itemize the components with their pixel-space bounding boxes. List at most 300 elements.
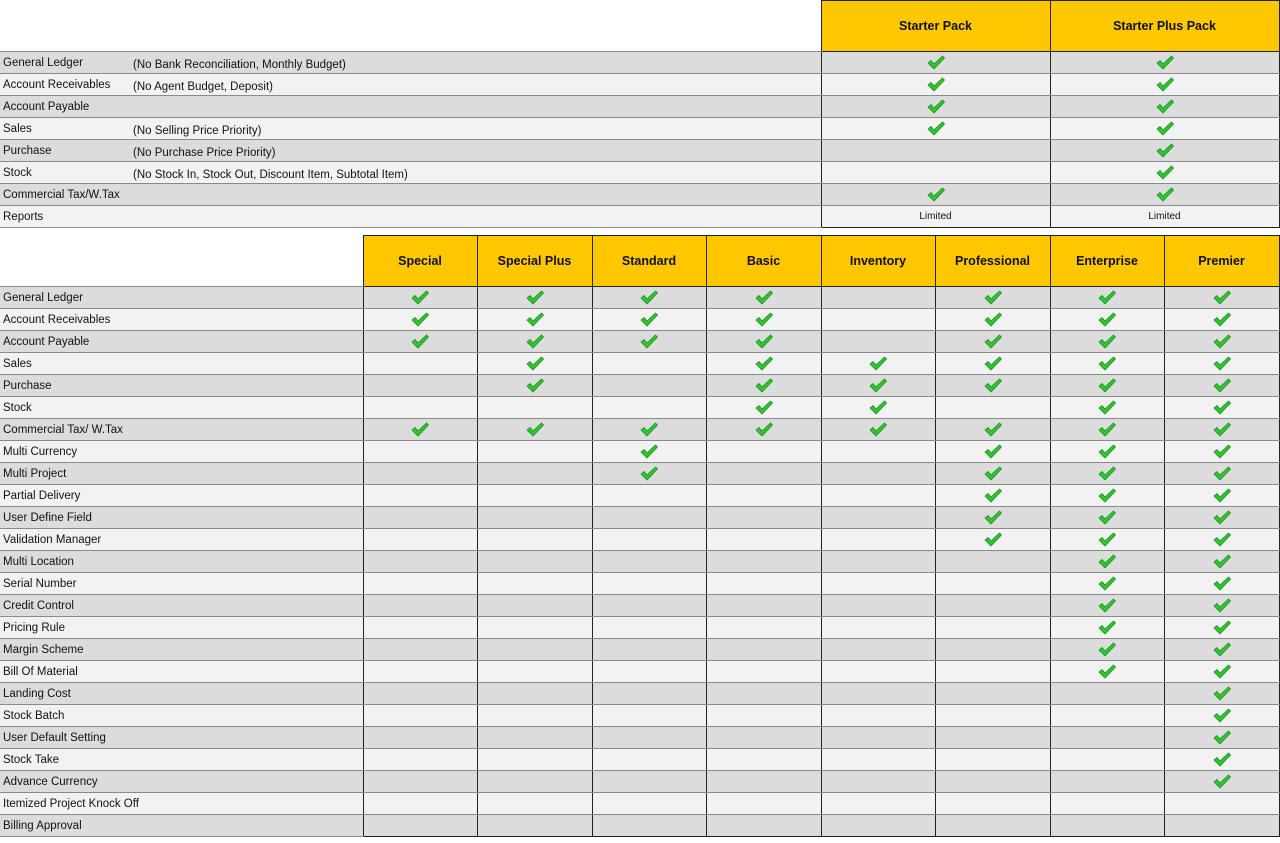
checkmark-icon: [1213, 290, 1231, 305]
plan-cell: [706, 639, 821, 661]
checkmark-icon: [1213, 554, 1231, 569]
feature-name: Credit Control: [0, 595, 363, 617]
plan-cell: [706, 331, 821, 353]
feature-note: (No Purchase Price Priority): [133, 140, 821, 162]
plan-cell: [935, 551, 1050, 573]
feature-name: Pricing Rule: [0, 617, 363, 639]
feature-name: Validation Manager: [0, 529, 363, 551]
table-row: [0, 705, 1279, 727]
plan-cell: [363, 639, 477, 661]
checkmark-icon: [984, 356, 1002, 371]
feature-name: Account Receivables: [0, 74, 133, 96]
plan-cell: [935, 485, 1050, 507]
plan-cell: [1050, 375, 1164, 397]
plan-cell-text: Limited: [1050, 206, 1279, 228]
plan-cell: [363, 419, 477, 441]
plan-header: Special Plus: [477, 236, 592, 287]
plan-cell: [1164, 551, 1279, 573]
plan-cell: [935, 507, 1050, 529]
checkmark-icon: [526, 290, 544, 305]
plan-cell: [1050, 617, 1164, 639]
checkmark-icon: [755, 334, 773, 349]
plan-cell: [592, 441, 706, 463]
plan-cell: [821, 551, 935, 573]
feature-name: Commercial Tax/W.Tax: [0, 184, 133, 206]
plan-cell: [477, 331, 592, 353]
plan-cell: [706, 309, 821, 331]
checkmark-icon: [927, 55, 945, 70]
plan-cell: [706, 793, 821, 815]
plan-cell: [1164, 419, 1279, 441]
plan-cell: [935, 331, 1050, 353]
plan-cell: [592, 485, 706, 507]
plan-cell: [821, 162, 1050, 184]
checkmark-icon: [526, 356, 544, 371]
checkmark-icon: [1213, 422, 1231, 437]
plan-cell: [1164, 309, 1279, 331]
checkmark-icon: [1213, 730, 1231, 745]
plan-cell: [477, 529, 592, 551]
plan-cell: [1050, 815, 1164, 837]
plan-cell: [1050, 529, 1164, 551]
checkmark-icon: [1098, 532, 1116, 547]
checkmark-icon: [640, 312, 658, 327]
table-row: [0, 96, 1279, 118]
table-row: [0, 749, 1279, 771]
plan-cell: [821, 771, 935, 793]
checkmark-icon: [1156, 187, 1174, 202]
table-row: [0, 52, 1279, 74]
table-row: [0, 287, 1279, 309]
plan-cell: [477, 551, 592, 573]
plan-cell: [821, 397, 935, 419]
checkmark-icon: [869, 378, 887, 393]
checkmark-icon: [1156, 143, 1174, 158]
feature-name: Sales: [0, 118, 133, 140]
checkmark-icon: [1213, 598, 1231, 613]
feature-name: Reports: [0, 206, 133, 228]
plan-cell: [592, 353, 706, 375]
table-row: [0, 441, 1279, 463]
plan-cell: [592, 463, 706, 485]
checkmark-icon: [1156, 121, 1174, 136]
plan-header: Professional: [935, 236, 1050, 287]
plan-cell: [935, 419, 1050, 441]
checkmark-icon: [1098, 554, 1116, 569]
plan-cell: [477, 771, 592, 793]
checkmark-icon: [640, 422, 658, 437]
checkmark-icon: [1213, 532, 1231, 547]
checkmark-icon: [411, 312, 429, 327]
plan-cell: [363, 397, 477, 419]
feature-name: Billing Approval: [0, 815, 363, 837]
plan-header: Basic: [706, 236, 821, 287]
feature-name: Multi Project: [0, 463, 363, 485]
table-row: [0, 639, 1279, 661]
plan-cell: [1164, 793, 1279, 815]
checkmark-icon: [927, 77, 945, 92]
plan-cell: [935, 441, 1050, 463]
plan-cell: [821, 595, 935, 617]
plan-cell: [477, 287, 592, 309]
plan-cell: [363, 353, 477, 375]
plan-cell: [477, 441, 592, 463]
plan-cell: [477, 727, 592, 749]
checkmark-icon: [1098, 466, 1116, 481]
plan-cell: [592, 529, 706, 551]
table-row: [0, 529, 1279, 551]
checkmark-icon: [1213, 510, 1231, 525]
plan-cell: [706, 287, 821, 309]
plan-cell: [592, 375, 706, 397]
plan-cell: [1164, 331, 1279, 353]
checkmark-icon: [1098, 510, 1116, 525]
plan-cell: [592, 595, 706, 617]
feature-name: Stock: [0, 162, 133, 184]
checkmark-icon: [755, 422, 773, 437]
feature-name: Account Payable: [0, 96, 133, 118]
plan-cell: [821, 118, 1050, 140]
plan-cell: [706, 749, 821, 771]
feature-name: User Default Setting: [0, 727, 363, 749]
plan-cell: [592, 551, 706, 573]
checkmark-icon: [1098, 356, 1116, 371]
feature-name: General Ledger: [0, 287, 363, 309]
plan-cell: [592, 661, 706, 683]
table-row: [0, 793, 1279, 815]
plan-cell: [477, 463, 592, 485]
plan-cell: [821, 375, 935, 397]
plan-cell: [592, 309, 706, 331]
checkmark-icon: [526, 422, 544, 437]
plan-cell: [592, 287, 706, 309]
plan-cell: [592, 419, 706, 441]
checkmark-icon: [1156, 55, 1174, 70]
feature-name: Margin Scheme: [0, 639, 363, 661]
header-row: [0, 1, 1279, 52]
feature-note: (No Agent Budget, Deposit): [133, 74, 821, 96]
table-row: [0, 375, 1279, 397]
checkmark-icon: [1156, 165, 1174, 180]
plan-cell: [821, 74, 1050, 96]
plan-cell: [363, 507, 477, 529]
plan-cell: [363, 441, 477, 463]
checkmark-icon: [755, 400, 773, 415]
plan-cell: [1050, 771, 1164, 793]
checkmark-icon: [1098, 488, 1116, 503]
feature-name: Advance Currency: [0, 771, 363, 793]
checkmark-icon: [1098, 334, 1116, 349]
plan-cell: [821, 793, 935, 815]
plan-cell: [363, 331, 477, 353]
feature-name: Stock: [0, 397, 363, 419]
plan-cell: [363, 485, 477, 507]
table-row: [0, 206, 1279, 228]
plan-cell: [477, 661, 592, 683]
plan-cell: [935, 309, 1050, 331]
plan-cell: [1050, 507, 1164, 529]
plan-cell: [935, 463, 1050, 485]
plan-cell: [1164, 727, 1279, 749]
plan-header: Premier: [1164, 236, 1279, 287]
plan-cell: [1164, 815, 1279, 837]
feature-name: Stock Take: [0, 749, 363, 771]
plan-cell: [935, 705, 1050, 727]
plan-cell: [1050, 419, 1164, 441]
plan-cell: [477, 793, 592, 815]
plan-cell: [363, 771, 477, 793]
plan-cell: [821, 184, 1050, 206]
checkmark-icon: [526, 312, 544, 327]
checkmark-icon: [927, 121, 945, 136]
checkmark-icon: [984, 290, 1002, 305]
plan-cell: [821, 617, 935, 639]
plan-cell: [706, 375, 821, 397]
plan-cell: [821, 529, 935, 551]
plan-cell: [1050, 749, 1164, 771]
checkmark-icon: [640, 290, 658, 305]
table-row: [0, 771, 1279, 793]
plan-cell: [592, 705, 706, 727]
plan-cell: [363, 727, 477, 749]
table-row: [0, 551, 1279, 573]
plan-cell: [1164, 441, 1279, 463]
feature-name: Itemized Project Knock Off: [0, 793, 363, 815]
plan-cell: [935, 771, 1050, 793]
plan-cell: [1164, 573, 1279, 595]
plan-cell: [1050, 485, 1164, 507]
plan-cell: [821, 485, 935, 507]
plan-cell: [821, 331, 935, 353]
checkmark-icon: [526, 334, 544, 349]
plan-cell: [935, 573, 1050, 595]
checkmark-icon: [526, 378, 544, 393]
plan-cell: [935, 595, 1050, 617]
feature-note: [133, 206, 821, 228]
checkmark-icon: [1213, 334, 1231, 349]
checkmark-icon: [984, 444, 1002, 459]
checkmark-icon: [1213, 356, 1231, 371]
header-blank: [0, 236, 363, 287]
plan-cell: [706, 661, 821, 683]
plan-cell: [592, 573, 706, 595]
plan-cell: [1050, 573, 1164, 595]
edition-comparison-table: [0, 235, 1280, 837]
checkmark-icon: [984, 378, 1002, 393]
table-row: [0, 463, 1279, 485]
plan-cell: [477, 815, 592, 837]
table-row: [0, 140, 1279, 162]
plan-cell: [1164, 397, 1279, 419]
plan-cell: [363, 749, 477, 771]
plan-cell: [821, 52, 1050, 74]
table-row: [0, 727, 1279, 749]
plan-header: Special: [363, 236, 477, 287]
plan-cell: [1164, 749, 1279, 771]
checkmark-icon: [869, 400, 887, 415]
checkmark-icon: [1213, 378, 1231, 393]
plan-cell: [821, 287, 935, 309]
plan-cell: [1050, 52, 1279, 74]
checkmark-icon: [1213, 312, 1231, 327]
checkmark-icon: [984, 532, 1002, 547]
table-row: [0, 162, 1279, 184]
plan-cell: [706, 573, 821, 595]
plan-cell: [706, 485, 821, 507]
plan-cell: [363, 529, 477, 551]
plan-header: Standard: [592, 236, 706, 287]
plan-cell: [1050, 331, 1164, 353]
table-row: [0, 184, 1279, 206]
checkmark-icon: [869, 356, 887, 371]
plan-cell: [935, 397, 1050, 419]
plan-cell: [935, 749, 1050, 771]
checkmark-icon: [411, 290, 429, 305]
plan-header: Inventory: [821, 236, 935, 287]
plan-cell: [477, 573, 592, 595]
plan-cell: [1164, 639, 1279, 661]
plan-cell: [592, 639, 706, 661]
plan-cell: [706, 683, 821, 705]
plan-cell: [706, 441, 821, 463]
plan-cell: [1050, 140, 1279, 162]
plan-cell: [363, 573, 477, 595]
plan-cell: [1164, 595, 1279, 617]
table-row: [0, 683, 1279, 705]
table-row: [0, 485, 1279, 507]
plan-cell: [706, 551, 821, 573]
checkmark-icon: [1098, 312, 1116, 327]
checkmark-icon: [1213, 488, 1231, 503]
plan-cell: [935, 353, 1050, 375]
plan-cell: [706, 595, 821, 617]
checkmark-icon: [1098, 290, 1116, 305]
checkmark-icon: [755, 290, 773, 305]
feature-name: Account Payable: [0, 331, 363, 353]
checkmark-icon: [984, 488, 1002, 503]
feature-name: Account Receivables: [0, 309, 363, 331]
feature-note: (No Bank Reconciliation, Monthly Budget): [133, 52, 821, 74]
table-row: [0, 353, 1279, 375]
plan-cell: [363, 551, 477, 573]
plan-cell: [821, 749, 935, 771]
checkmark-icon: [927, 187, 945, 202]
plan-cell: [935, 287, 1050, 309]
checkmark-icon: [411, 334, 429, 349]
checkmark-icon: [1098, 576, 1116, 591]
plan-cell: [592, 507, 706, 529]
plan-cell: [1164, 287, 1279, 309]
checkmark-icon: [1098, 444, 1116, 459]
plan-cell: [1050, 397, 1164, 419]
plan-cell: [821, 96, 1050, 118]
table-row: [0, 661, 1279, 683]
plan-cell: [363, 815, 477, 837]
plan-cell: [821, 683, 935, 705]
checkmark-icon: [1098, 378, 1116, 393]
plan-cell: [477, 309, 592, 331]
plan-cell: [1164, 463, 1279, 485]
plan-cell: [1164, 661, 1279, 683]
checkmark-icon: [1098, 400, 1116, 415]
plan-cell: [1050, 683, 1164, 705]
checkmark-icon: [411, 422, 429, 437]
plan-cell: [706, 529, 821, 551]
plan-cell: [592, 749, 706, 771]
checkmark-icon: [640, 444, 658, 459]
table-row: [0, 617, 1279, 639]
checkmark-icon: [984, 466, 1002, 481]
plan-cell: [477, 419, 592, 441]
header-blank: [0, 1, 133, 52]
plan-cell: [706, 617, 821, 639]
plan-cell: [821, 573, 935, 595]
checkmark-icon: [1213, 642, 1231, 657]
plan-cell: [363, 661, 477, 683]
plan-cell: [935, 639, 1050, 661]
plan-cell: [935, 793, 1050, 815]
plan-cell: [821, 309, 935, 331]
plan-cell: [935, 815, 1050, 837]
plan-cell: [821, 727, 935, 749]
plan-cell: [1164, 375, 1279, 397]
table-row: [0, 331, 1279, 353]
checkmark-icon: [869, 422, 887, 437]
plan-cell: [706, 507, 821, 529]
plan-cell: [706, 705, 821, 727]
checkmark-icon: [1213, 664, 1231, 679]
plan-cell: [477, 595, 592, 617]
table-row: [0, 595, 1279, 617]
checkmark-icon: [1213, 686, 1231, 701]
plan-cell: [706, 463, 821, 485]
plan-cell: [592, 771, 706, 793]
plan-cell: [363, 595, 477, 617]
plan-cell: [821, 419, 935, 441]
plan-cell: [821, 815, 935, 837]
plan-cell: [1050, 287, 1164, 309]
feature-name: Sales: [0, 353, 363, 375]
plan-cell: [706, 419, 821, 441]
plan-cell: [363, 309, 477, 331]
plan-header: Enterprise: [1050, 236, 1164, 287]
plan-cell: [477, 705, 592, 727]
plan-cell: [1050, 309, 1164, 331]
table-row: [0, 507, 1279, 529]
feature-name: Multi Currency: [0, 441, 363, 463]
plan-cell: [1050, 551, 1164, 573]
checkmark-icon: [1213, 752, 1231, 767]
plan-cell: [1050, 661, 1164, 683]
plan-cell: [1050, 96, 1279, 118]
plan-cell: [477, 353, 592, 375]
checkmark-icon: [1098, 664, 1116, 679]
checkmark-icon: [984, 312, 1002, 327]
plan-cell: [1050, 463, 1164, 485]
checkmark-icon: [1213, 444, 1231, 459]
plan-cell: [935, 529, 1050, 551]
plan-cell: [1164, 507, 1279, 529]
plan-cell: [1164, 705, 1279, 727]
plan-cell: [592, 815, 706, 837]
plan-cell: [363, 375, 477, 397]
plan-cell: [1050, 727, 1164, 749]
plan-cell: [477, 507, 592, 529]
plan-cell: [1164, 771, 1279, 793]
table-row: [0, 309, 1279, 331]
feature-name: Stock Batch: [0, 705, 363, 727]
table-row: [0, 573, 1279, 595]
